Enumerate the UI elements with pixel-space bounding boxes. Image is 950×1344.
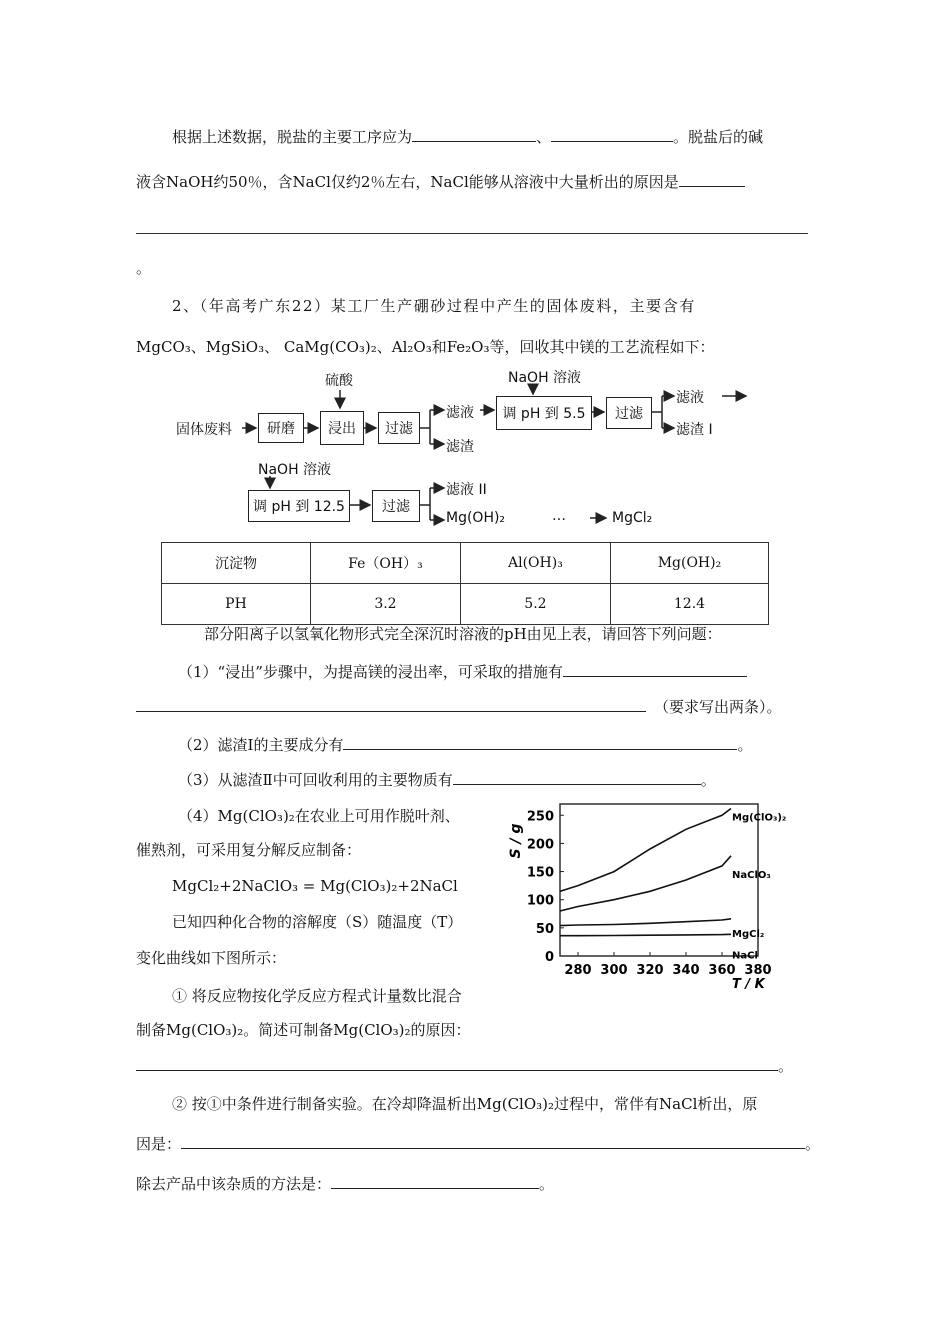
naoh-label-1: NaOH 溶液	[508, 370, 582, 386]
answer-blank[interactable]	[453, 770, 701, 785]
q4-sub2-line2: 因是： 。	[136, 1135, 821, 1153]
mgcl2-label: MgCl₂	[612, 510, 653, 526]
q4-sub2-line1: ② 按①中条件进行制备实验。在冷却降温析出Mg(ClO₃)₂过程中，常伴有NaCl析出，原	[172, 1095, 758, 1113]
answer-blank[interactable]	[136, 1056, 778, 1071]
para1-line1: 根据上述数据，脱盐的主要工序应为 、 。脱盐后的碱	[172, 128, 764, 146]
table-cell: 3.2	[310, 584, 460, 625]
intro-text: 部分阳离子以氢氧化物形式完全深沉时溶液的pH由见上表，请回答下列问题：	[204, 625, 722, 643]
solubility-chart	[500, 796, 810, 996]
adjust-ph-step-2: 调 pH 到 12.5	[248, 490, 350, 522]
series-label: MgCl₂	[732, 928, 765, 940]
x-tick-label: 280	[564, 963, 592, 978]
q4-sub1-line1: ① 将反应物按化学反应方程式计量数比混合	[172, 987, 462, 1005]
table-cell: 12.4	[610, 584, 768, 625]
filtrate-label-2: 滤液	[676, 390, 704, 406]
table-row	[162, 584, 769, 625]
q4-line4: 变化曲线如下图所示：	[136, 949, 287, 967]
table-cell: Fe（OH）₃	[310, 543, 460, 584]
x-tick-label: 380	[744, 963, 772, 978]
filtrate-ii-label: 滤液 II	[446, 482, 487, 498]
ellipsis: …	[552, 508, 566, 524]
plot-frame	[560, 804, 758, 956]
filter-step-3: 过滤	[372, 490, 420, 522]
y-tick-label: 250	[526, 809, 554, 825]
leach-step: 浸出	[320, 411, 364, 445]
x-tick-label: 320	[636, 963, 664, 978]
solid-waste-label: 固体废料	[176, 422, 232, 438]
table-cell: 沉淀物	[162, 543, 311, 584]
y-axis-label: S / g	[508, 823, 524, 859]
q4-line3: 已知四种化合物的溶解度（S）随温度（T）	[172, 913, 463, 931]
y-tick-label: 200	[526, 837, 554, 853]
series-line	[560, 934, 731, 935]
residue-i-label: 滤渣 I	[676, 422, 713, 438]
q4-equation: MgCl₂+2NaClO₃ = Mg(ClO₃)₂+2NaCl	[172, 877, 458, 895]
q4-sub1-line2: 制备Mg(ClO₃)₂。简述可制备Mg(ClO₃)₂的原因：	[136, 1021, 471, 1039]
filtrate-label-1: 滤液	[446, 405, 474, 421]
sub-question-1-line2: （要求写出两条）。	[136, 697, 782, 717]
q2-line1: 2、（年高考广东22）某工厂生产硼砂过程中产生的固体废料，主要含有	[172, 297, 696, 315]
x-tick-label: 340	[672, 963, 700, 978]
naoh-label-2: NaOH 溶液	[258, 462, 332, 478]
sub-question-1: （1）“浸出”步骤中，为提高镁的浸出率，可采取的措施有	[178, 662, 747, 682]
table-cell: 5.2	[460, 584, 610, 625]
precipitation-ph-table	[161, 542, 769, 625]
answer-blank[interactable]	[181, 1134, 805, 1149]
q4-line1: （4）Mg(ClO₃)₂在农业上可用作脱叶剂、	[178, 807, 460, 825]
filter-step-2: 过滤	[606, 397, 652, 429]
sulfuric-acid-label: 硫酸	[325, 373, 353, 389]
series-label: NaClO₃	[732, 869, 771, 881]
y-tick-label: 150	[526, 865, 554, 881]
answer-blank[interactable]	[331, 1174, 539, 1189]
series-label: Mg(ClO₃)₂	[732, 812, 787, 824]
y-tick-label: 0	[544, 950, 554, 965]
answer-blank[interactable]	[136, 697, 646, 712]
para1-line2: 液含NaOH约50％，含NaCl仅约2％左右，NaCl能够从溶液中大量析出的原因是	[136, 172, 745, 192]
table-cell: Al(OH)₃	[460, 543, 610, 584]
x-axis-label: T / K	[732, 977, 765, 992]
sub-question-2: （2）滤渣I的主要成分有 。	[178, 736, 753, 754]
q4-sub2-line3: 除去产品中该杂质的方法是： 。	[136, 1175, 555, 1193]
adjust-ph-step-1: 调 pH 到 5.5	[496, 396, 592, 430]
grind-step: 研磨	[258, 413, 304, 443]
series-label: NaCl	[732, 950, 758, 962]
q4-line2: 催熟剂，可采用复分解反应制备：	[136, 841, 362, 859]
y-tick-label: 100	[526, 893, 554, 909]
table-cell: PH	[162, 584, 311, 625]
filter-step-1: 过滤	[378, 412, 420, 444]
q2-line2: MgCO₃、MgSiO₃、 CaMg(CO₃)₂、Al₂O₃和Fe₂O₃等，回收其中镁的工艺流程如下：	[136, 338, 715, 356]
x-tick-label: 300	[600, 963, 628, 978]
table-header-row	[162, 543, 769, 584]
flow-arrows	[0, 0, 950, 540]
sub-question-3: （3）从滤渣Ⅱ中可回收利用的主要物质有 。	[178, 771, 716, 789]
table-cell: Mg(OH)₂	[610, 543, 768, 584]
period: 。	[136, 259, 152, 277]
series-line	[560, 919, 731, 926]
q4-sub1-answer: 。	[136, 1056, 793, 1076]
mgoh2-label: Mg(OH)₂	[446, 510, 506, 526]
answer-blank[interactable]	[343, 735, 737, 750]
y-tick-label: 50	[535, 921, 554, 937]
x-tick-label: 360	[708, 963, 736, 978]
answer-blank[interactable]	[563, 662, 747, 677]
series-line	[560, 809, 731, 892]
residue-label-1: 滤渣	[446, 439, 474, 455]
